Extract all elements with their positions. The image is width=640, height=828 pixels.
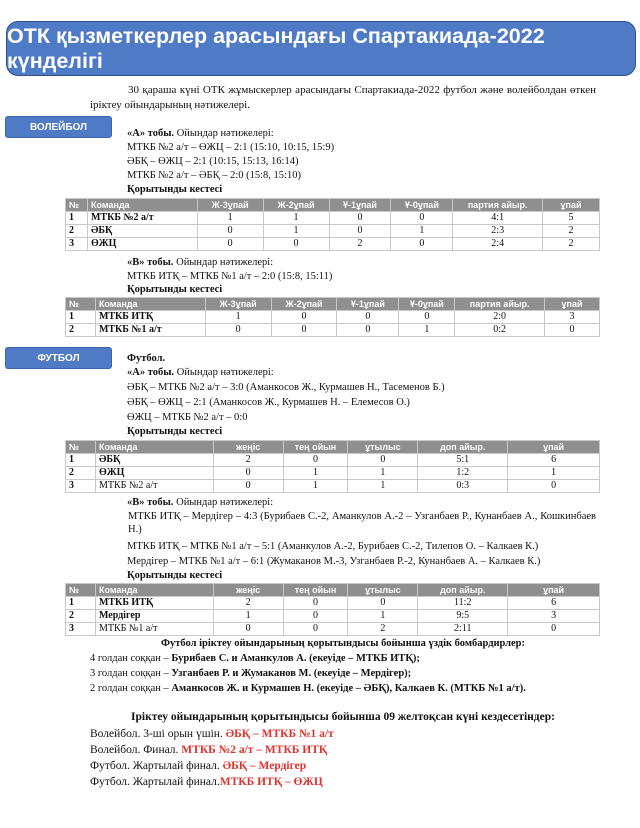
col-header: №	[66, 199, 88, 212]
col-header: ұпай	[545, 298, 600, 311]
col-header: Команда	[95, 441, 213, 454]
col-header: жеңіс	[213, 441, 283, 454]
volleyball-tag[interactable]: ВОЛЕЙБОЛ	[5, 116, 112, 138]
col-header: Ж-3ұпай	[205, 298, 271, 311]
scorer-line: 4 голдан соққан – Бурибаев С. и Аманкулов А. (екеуіде – МТКБ ИТҚ);	[90, 653, 420, 664]
table-title: Қорытынды кестесі	[127, 184, 223, 195]
volleyball-group-b-table	[65, 297, 600, 337]
football-title: Футбол.	[127, 353, 166, 364]
table-row: 3 МТКБ №1 а/т 0 0 2 2:11 0	[66, 623, 600, 636]
table-title: Қорытынды кестесі	[127, 426, 223, 437]
match-result: МТКБ №2 а/т – ӨЖЦ – 2:1 (15:10, 10:15, 15:9)	[127, 142, 335, 153]
table-row: 1 ӘБҚ 2 0 0 5:1 6	[66, 454, 600, 467]
col-header: №	[66, 584, 96, 597]
col-header: Ж-2ұпай	[263, 199, 329, 212]
col-header: доп айыр.	[418, 441, 508, 454]
col-header: доп айыр.	[418, 584, 508, 597]
match-result: МТКБ ИТҚ – МТКБ №1 а/т – 2:0 (15:8, 15:11)	[127, 271, 333, 282]
match-result: МТКБ №2 а/т – ӘБҚ – 2:0 (15:8, 15:10)	[127, 170, 301, 181]
table-row: 2 ӨЖЦ 0 1 1 1:2 1	[66, 467, 600, 480]
final-item: Футбол. Жартылай финал. ӘБҚ – Мердігер	[90, 760, 307, 772]
scorers-title: Футбол іріктеу ойындарының қорытындысы бойынша үздік бомбардирлер:	[160, 638, 526, 649]
col-header: ұпай	[508, 584, 600, 597]
col-header: Команда	[95, 298, 205, 311]
scorer-line: 2 голдан соққан – Аманкосов Ж. и Курмашев Н. (екеуіде – ӘБҚ), Калкаев К. (МТКБ №1 а/т).	[90, 683, 526, 694]
football-group-b-table	[65, 583, 600, 636]
table-row: 2 МТКБ №1 а/т 0 0 0 1 0:2 0	[66, 324, 600, 337]
match-result: ӨЖЦ – МТКБ №2 а/т – 0:0	[127, 412, 248, 423]
col-header: №	[66, 441, 96, 454]
col-header: партия айыр.	[455, 298, 545, 311]
table-row: 1 МТКБ №2 а/т 1 1 0 0 4:1 5	[66, 212, 600, 225]
col-header: ұтылыс	[348, 584, 418, 597]
table-row: 3 МТКБ №2 а/т 0 1 1 0:3 0	[66, 480, 600, 493]
col-header: Ж-2ұпай	[271, 298, 337, 311]
table-row: 2 ӘБҚ 0 1 0 1 2:3 2	[66, 225, 600, 238]
col-header: Команда	[87, 199, 197, 212]
scorer-line: 3 голдан соққан – Узганбаев Р. и Жумаканов М. (екеуіде – Мердігер);	[90, 668, 412, 679]
match-result: МТКБ ИТҚ – Мердігер – 4:3 (Бурибаев С.-2, Аманкулов А.-2 – Узганбаев Р., Кунанбаев А., Кошкинбаев Н.)	[128, 511, 596, 535]
final-item: Волейбол. 3-ші орын үшін. ӘБҚ – МТКБ №1 а/т	[90, 728, 334, 740]
col-header: Ұ-0ұпай	[391, 199, 453, 212]
match-result: Мердігер – МТКБ №1 а/т – 6:1 (Жумаканов М.-3, Узганбаев Р.-2, Кунанбаев А. – Калкаев К.)	[127, 556, 541, 567]
final-item: Футбол. Жартылай финал.МТКБ ИТҚ – ӨЖЦ	[90, 776, 323, 788]
table-title: Қорытынды кестесі	[127, 570, 223, 581]
col-header: тең ойын	[283, 584, 348, 597]
col-header: Команда	[95, 584, 213, 597]
volleyball-group-a-heading: «А» тобы. Ойындар нәтижелері:	[127, 128, 274, 139]
finals-title: Іріктеу ойындарының қорытындысы бойынша 09 желтоқсан күні кездесетіндер:	[131, 711, 555, 723]
table-row: 1 МТКБ ИТҚ 1 0 0 0 2:0 3	[66, 311, 600, 324]
col-header: Ұ-1ұпай	[329, 199, 391, 212]
football-group-a-table	[65, 440, 600, 493]
col-header: ұтылыс	[348, 441, 418, 454]
intro-paragraph: 30 қараша күні ОТК жұмыскерлер арасындағы Спартакиада-2022 футбол және волейболдан өткен іріктеу ойындарының нәтижелері.	[90, 84, 596, 111]
col-header: ұпай	[543, 199, 600, 212]
match-result: ӘБҚ – ӨЖЦ – 2:1 (10:15, 15:13, 16:14)	[127, 156, 299, 167]
col-header: жеңіс	[213, 584, 283, 597]
col-header: Ж-3ұпай	[197, 199, 263, 212]
football-tag[interactable]: ФУТБОЛ	[5, 347, 112, 369]
final-item: Волейбол. Финал. МТКБ №2 а/т – МТКБ ИТҚ	[90, 744, 328, 756]
col-header: №	[66, 298, 96, 311]
page-title: ОТК қызметкерлер арасындағы Спартакиада-2022 күнделігі	[6, 21, 636, 76]
volleyball-group-b-heading: «В» тобы. Ойындар нәтижелері:	[127, 257, 274, 268]
match-result: ӘБҚ – МТКБ №2 а/т – 3:0 (Аманкосов Ж., Курмашев Н., Тасеменов Б.)	[127, 382, 445, 393]
football-group-b-heading: «В» тобы. Ойындар нәтижелері:	[127, 497, 274, 508]
match-result: МТКБ ИТҚ – МТКБ №1 а/т – 5:1 (Аманкулов А.-2, Бурибаев С.-2, Тилепов О. – Калкаев К.)	[127, 541, 539, 552]
col-header: Ұ-0ұпай	[399, 298, 455, 311]
table-title: Қорытынды кестесі	[127, 284, 223, 295]
table-row: 1 МТКБ ИТҚ 2 0 0 11:2 6	[66, 597, 600, 610]
table-row: 3 ӨЖЦ 0 0 2 0 2:4 2	[66, 238, 600, 251]
football-group-a-heading: «А» тобы. Ойындар нәтижелері:	[127, 367, 274, 378]
col-header: тең ойын	[283, 441, 348, 454]
col-header: Ұ-1ұпай	[337, 298, 399, 311]
table-row: 2 Мердігер 1 0 1 9:5 3	[66, 610, 600, 623]
col-header: ұпай	[508, 441, 600, 454]
col-header: партия айыр.	[453, 199, 543, 212]
match-result: ӘБҚ – ӨЖЦ – 2:1 (Аманкосов Ж., Курмашев Н. – Елемесов О.)	[127, 397, 410, 408]
volleyball-group-a-table	[65, 198, 600, 251]
